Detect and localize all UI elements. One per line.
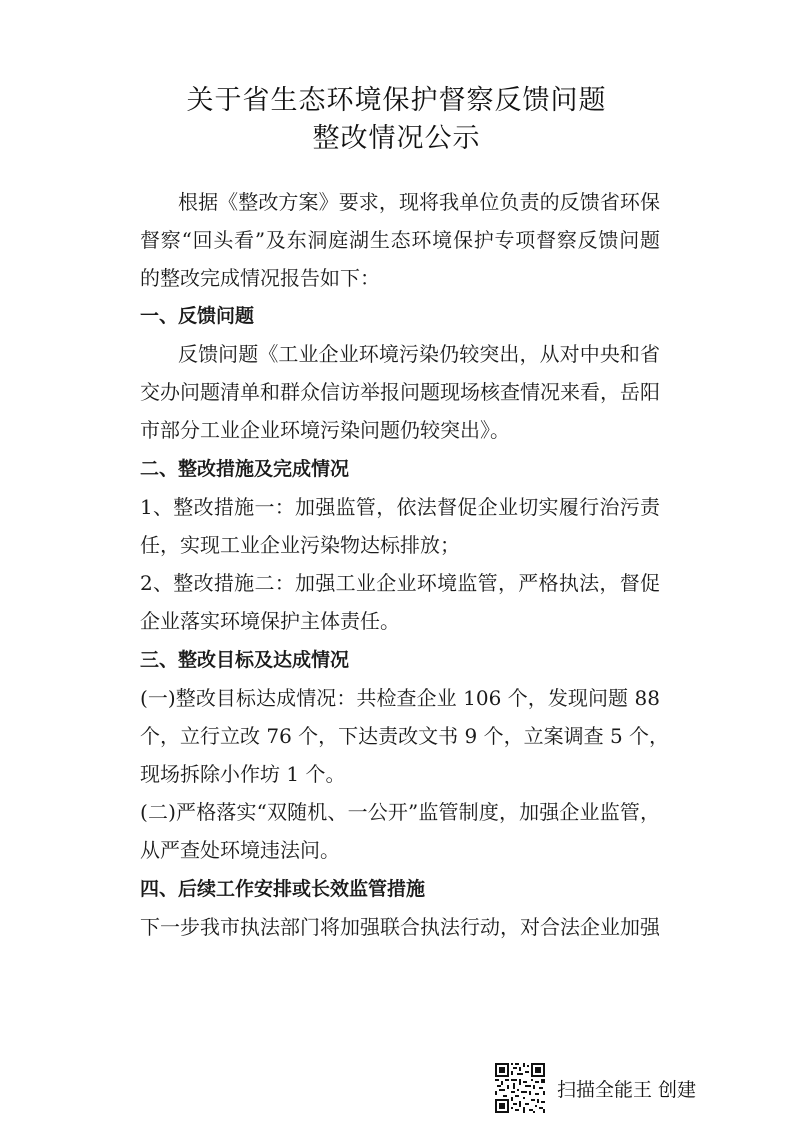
section3-line-3: 现场拆除小作坊 1 个。	[140, 762, 346, 786]
scanner-label: 扫描全能王 创建	[557, 1078, 697, 1101]
section3-line-4: (二)严格落实“双随机、一公开”监管制度，加强企业监管，	[140, 800, 660, 824]
section4-heading: 四、后续工作安排或长效监管措施	[140, 878, 426, 900]
section3-line-1: (一)整改目标达成情况：共检查企业 106 个，发现问题 88	[140, 686, 660, 710]
section3-line-2: 个，立行立改 76 个，下达责改文书 9 个，立案调查 5 个，	[140, 724, 670, 748]
intro-line-2: 督察“回头看”及东洞庭湖生态环境保护专项督察反馈问题	[140, 228, 660, 252]
intro-line-1: 根据《整改方案》要求，现将我单位负责的反馈省环保	[178, 190, 660, 214]
document-title-line1: 关于省生态环境保护督察反馈问题	[186, 85, 607, 116]
section3-line-5: 从严查处环境违法问。	[140, 838, 340, 862]
section3-heading: 三、整改目标及达成情况	[140, 649, 350, 671]
scanner-watermark	[495, 1060, 696, 1116]
section2-heading: 二、整改措施及完成情况	[140, 458, 350, 480]
section2-line-4: 企业落实环境保护主体责任。	[140, 609, 400, 633]
document-title-line2: 整改情况公示	[312, 123, 481, 154]
section4-line-1: 下一步我市执法部门将加强联合执法行动，对合法企业加强	[140, 915, 660, 939]
intro-line-3: 的整改完成情况报告如下：	[140, 266, 380, 290]
section2-line-1: 1、整改措施一：加强监管，依法督促企业切实履行治污责	[140, 495, 660, 519]
section1-line-3: 市部分工业企业环境污染问题仍较突出》。	[140, 418, 510, 442]
section1-line-2: 交办问题清单和群众信访举报问题现场核查情况来看，岳阳	[140, 380, 660, 404]
section1-heading: 一、反馈问题	[140, 305, 255, 327]
section2-line-3: 2、整改措施二：加强工业企业环境监管，严格执法，督促	[140, 571, 660, 595]
section2-line-2: 任，实现工业企业污染物达标排放；	[140, 533, 460, 557]
section1-line-1: 反馈问题《工业企业环境污染仍较突出，从对中央和省	[178, 342, 660, 366]
qr-code-icon	[495, 1063, 545, 1113]
